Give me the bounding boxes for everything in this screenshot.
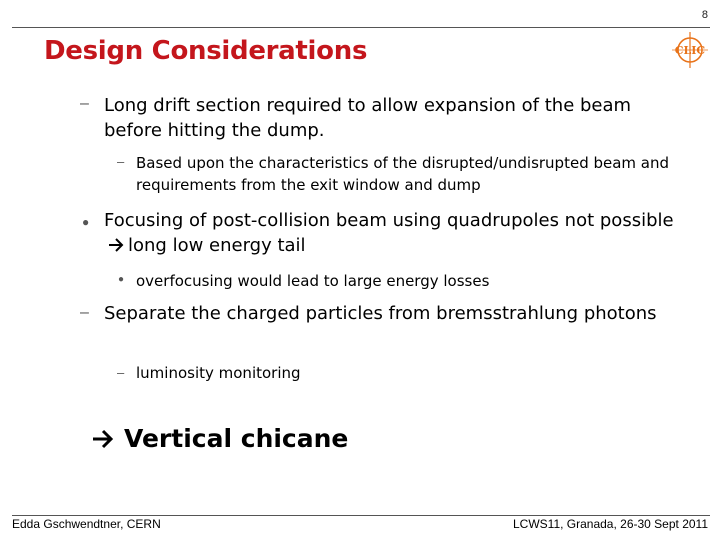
footer-author: Edda Gschwendtner, CERN [12,517,161,531]
slide-title: Design Considerations [44,36,368,66]
bullet-text: Separate the charged particles from bremsstrahlung photons [104,303,657,324]
footer-event: LCWS11, Granada, 26-30 Sept 2011 [512,517,708,531]
sub-bullet-text: overfocusing would lead to large energy losses [136,272,490,290]
sub-bullet-marker: ● [118,274,125,285]
sub-bullet-marker: – [117,154,125,169]
conclusion [92,424,348,453]
right-arrow-icon [92,429,114,449]
bullet-marker: ● [82,215,90,229]
svg-text:CLIC: CLIC [674,44,706,57]
conclusion-text: Vertical chicane [124,424,349,453]
bullet-marker: – [80,304,89,321]
footer-divider [12,515,710,516]
header-divider [12,27,710,28]
bullet-text-part: Focusing of post-collision beam using quadrupoles not possible [104,210,674,231]
right-arrow-icon [108,238,124,252]
sub-bullet-text: luminosity monitoring [136,364,301,382]
bullet-text: Long drift section required to allow expansion of the beam before hitting the dump. [104,95,632,141]
sub-bullet-text: Based upon the characteristics of the disrupted/undisrupted beam and requirements from the exit window and dump [136,154,670,194]
clic-logo [670,30,710,70]
sub-bullet-marker: – [117,365,125,380]
page-number: 8 [701,9,708,21]
bullet-marker: – [80,95,89,112]
bullet-text-part: long low energy tail [128,235,306,256]
bullet-text [104,208,694,258]
